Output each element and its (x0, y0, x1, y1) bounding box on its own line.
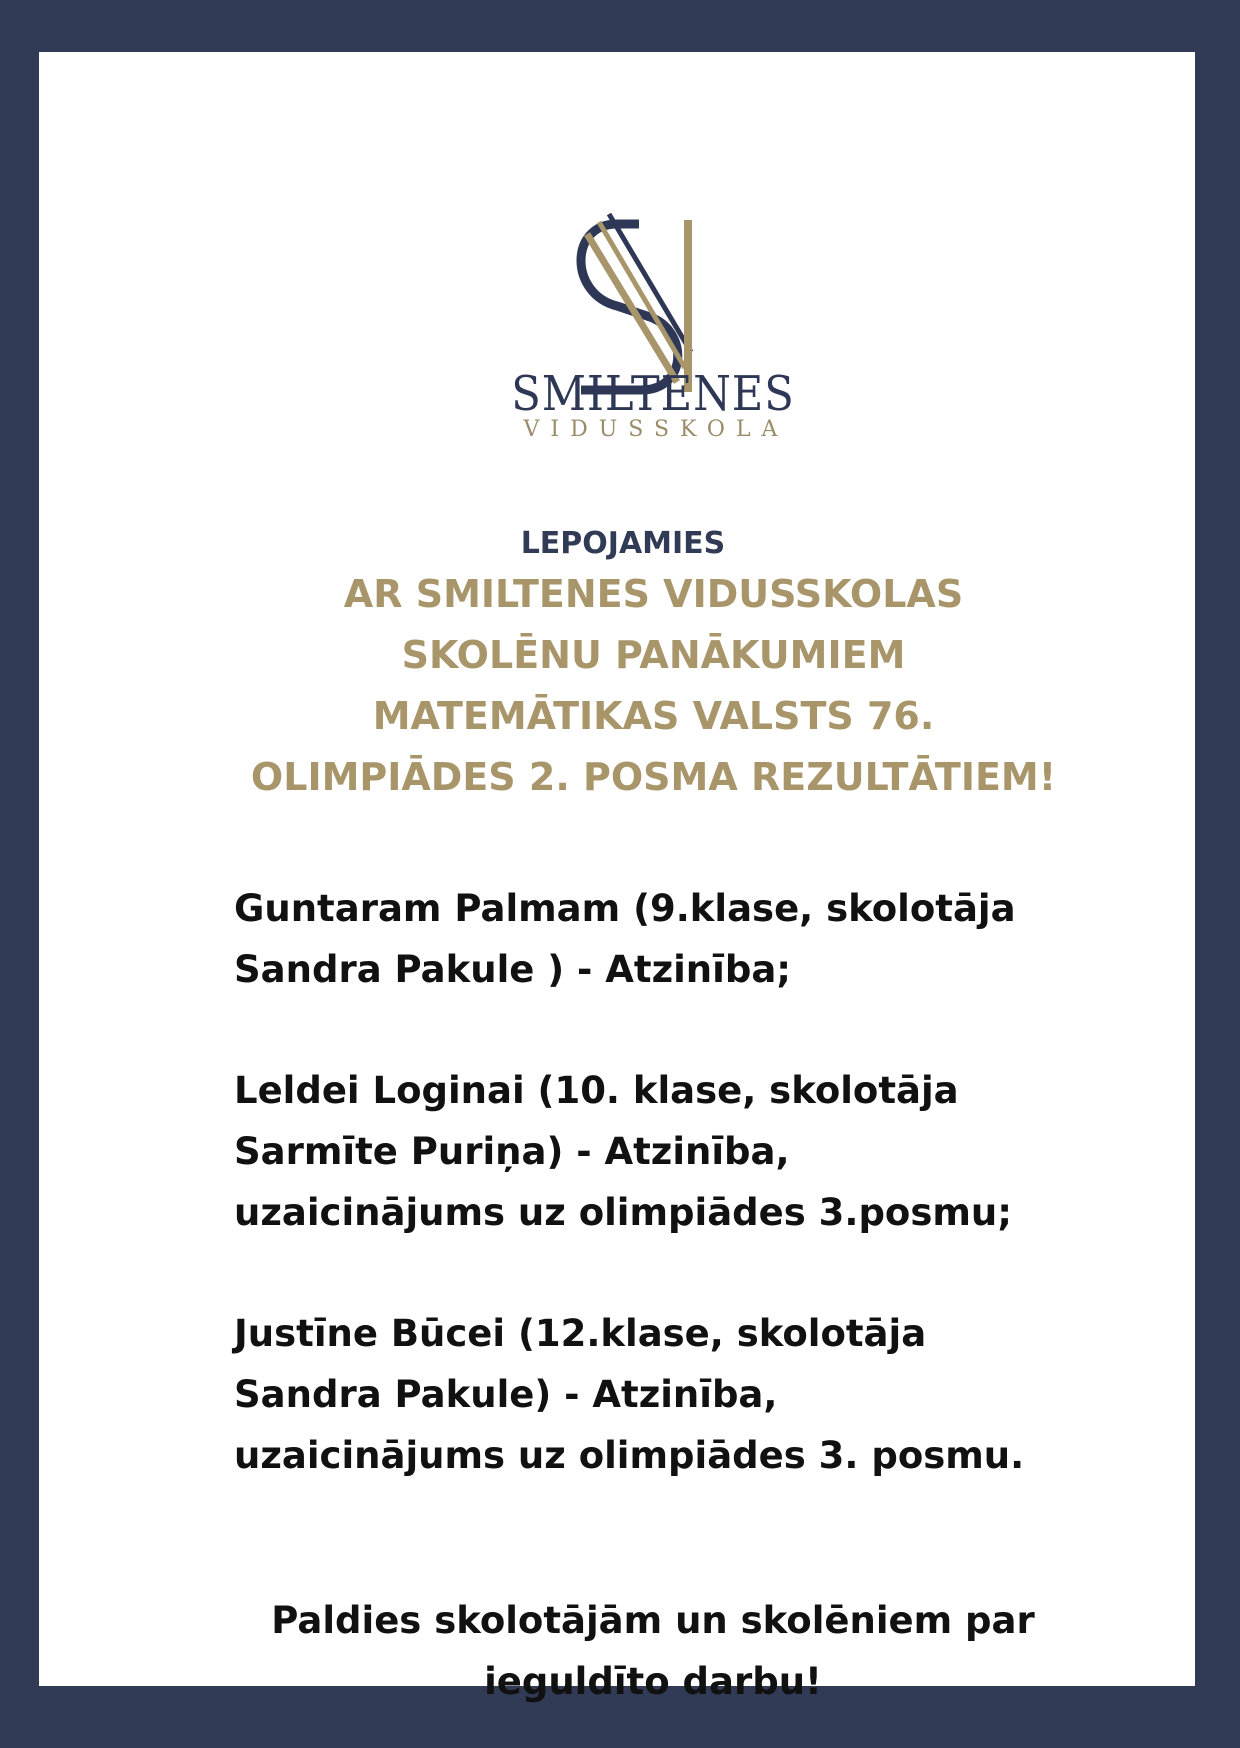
result-entry (234, 1060, 1134, 1243)
results-list (234, 878, 1134, 1546)
result-entry (234, 1303, 1134, 1486)
logo-school-name: SMILTENES (511, 366, 795, 422)
headline-line: MATEMĀTIKAS VALSTS 76. (372, 694, 935, 738)
headline-line: OLIMPIĀDES 2. POSMA REZULTĀTIEM! (250, 755, 1057, 799)
headline-line: SKOLĒNU PANĀKUMIEM (401, 633, 906, 677)
thanks-message (39, 1590, 1195, 1712)
result-line: Guntaram Palmam (9.klase, skolotāja (234, 887, 1016, 930)
thanks-line: Paldies skolotājām un skolēniem par (271, 1599, 1035, 1642)
result-line: Leldei Loginai (10. klase, skolotāja (234, 1069, 959, 1112)
headline-line: AR SMILTENES VIDUSSKOLAS (343, 572, 964, 616)
logo-school-type: VIDUSSKOLA (523, 417, 789, 442)
result-entry (234, 878, 1134, 1000)
thanks-line: ieguldīto darbu! (484, 1660, 822, 1703)
result-line: Sarmīte Puriņa) - Atzinība, (234, 1130, 790, 1173)
result-line: Sandra Pakule ) - Atzinība; (234, 948, 792, 991)
school-logo-emblem-icon (539, 176, 739, 396)
result-line: Sandra Pakule) - Atzinība, (234, 1373, 778, 1416)
headline (39, 564, 1195, 808)
poster-sheet (39, 52, 1195, 1703)
lead-text: LEPOJAMIES (520, 526, 726, 561)
result-line: uzaicinājums uz olimpiādes 3.posmu; (234, 1191, 1013, 1234)
result-line: uzaicinājums uz olimpiādes 3. posmu. (234, 1434, 1025, 1477)
result-line: Justīne Būcei (12.klase, skolotāja (234, 1312, 927, 1355)
